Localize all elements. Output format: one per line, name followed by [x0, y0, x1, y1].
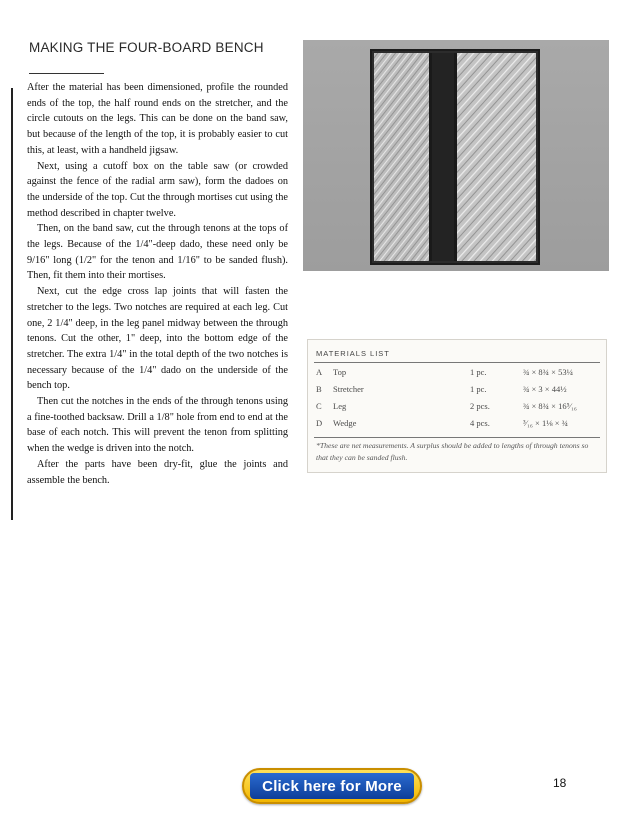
photo-illustration — [303, 40, 609, 271]
part-letter: A — [316, 367, 323, 377]
part-quantity: 1 pc. — [470, 384, 487, 394]
materials-row — [308, 365, 606, 380]
part-dimensions: ¾ × 3 × 44½ — [523, 384, 567, 394]
part-dimensions: ¾ × 8¾ × 53¼ — [523, 367, 573, 377]
more-button-label: Click here for More — [250, 773, 414, 799]
materials-row — [308, 399, 606, 414]
part-quantity: 4 pcs. — [470, 418, 490, 428]
materials-row — [308, 416, 606, 431]
part-name: Leg — [333, 401, 347, 411]
part-name: Stretcher — [333, 384, 364, 394]
part-name: Wedge — [333, 418, 357, 428]
part-dimensions: ¾ × 8¾ × 16⁵⁄₁₆ — [523, 401, 577, 411]
paragraph: Then cut the notches in the ends of the through tenons using a fine-toothed backsaw. Drill a 1/8" hole from end to end at the base of each notch. This will prevent the tenon from splitting when the wedge is driven into the notch. — [27, 396, 288, 455]
section-title: MAKING THE FOUR-BOARD BENCH — [29, 40, 264, 55]
part-quantity: 1 pc. — [470, 367, 487, 377]
part-letter: C — [316, 401, 322, 411]
article-body — [27, 80, 288, 488]
margin-bar — [11, 88, 13, 520]
part-dimensions: ³⁄₁₆ × 1⅛ × ¾ — [523, 418, 568, 428]
materials-note: *These are net measurements. A surplus should be added to lengths of through tenons so that they can be sanded flush. — [316, 441, 589, 462]
paragraph: Next, cut the edge cross lap joints that will fasten the stretcher to the legs. Two notches are required at each leg. Cut one, 2 1/4" deep, in the leg panel midway between the through tenons. Cut the other, 1" deep, into the bottom edge of the stretcher. The extra 1/4" in the total depth of the two notches is necessary because of the 1/4" dado on the underside of the bench top. — [27, 286, 288, 392]
paragraph: Then, on the band saw, cut the through tenons at the tops of the legs. Because of the 1/4"-deep dado, these need only be 9/16" long (1/2" for the tenon and 1/16" to be sanded flush). Then, fit them into their mortises. — [27, 223, 288, 282]
page-number: 18 — [553, 776, 567, 790]
part-letter: B — [316, 384, 322, 394]
divider — [314, 437, 600, 438]
part-quantity: 2 pcs. — [470, 401, 490, 411]
title-underline — [29, 73, 104, 74]
paragraph: After the material has been dimensioned, profile the rounded ends of the top, the half round ends on the stretcher, and the circle cutouts on the legs. This can be done on the band saw, but because of the length of the top, it is probably easier to cut this, at least, with a handheld jigsaw. — [27, 82, 288, 156]
materials-row — [308, 382, 606, 397]
paragraph: After the parts have been dry-fit, glue the joints and assemble the bench. — [27, 458, 288, 486]
wood-board-photo — [303, 40, 609, 271]
materials-list — [307, 339, 607, 473]
part-name: Top — [333, 367, 347, 377]
click-here-for-more-button[interactable] — [242, 768, 422, 804]
paragraph: Next, using a cutoff box on the table saw (or crowded against the fence of the radial arm saw), form the dadoes on the underside of the top. Cut the through mortises cut using the method described in chapter twelve. — [27, 160, 288, 219]
divider — [314, 362, 600, 363]
materials-list-heading: MATERIALS LIST — [316, 349, 390, 358]
part-letter: D — [316, 418, 323, 428]
